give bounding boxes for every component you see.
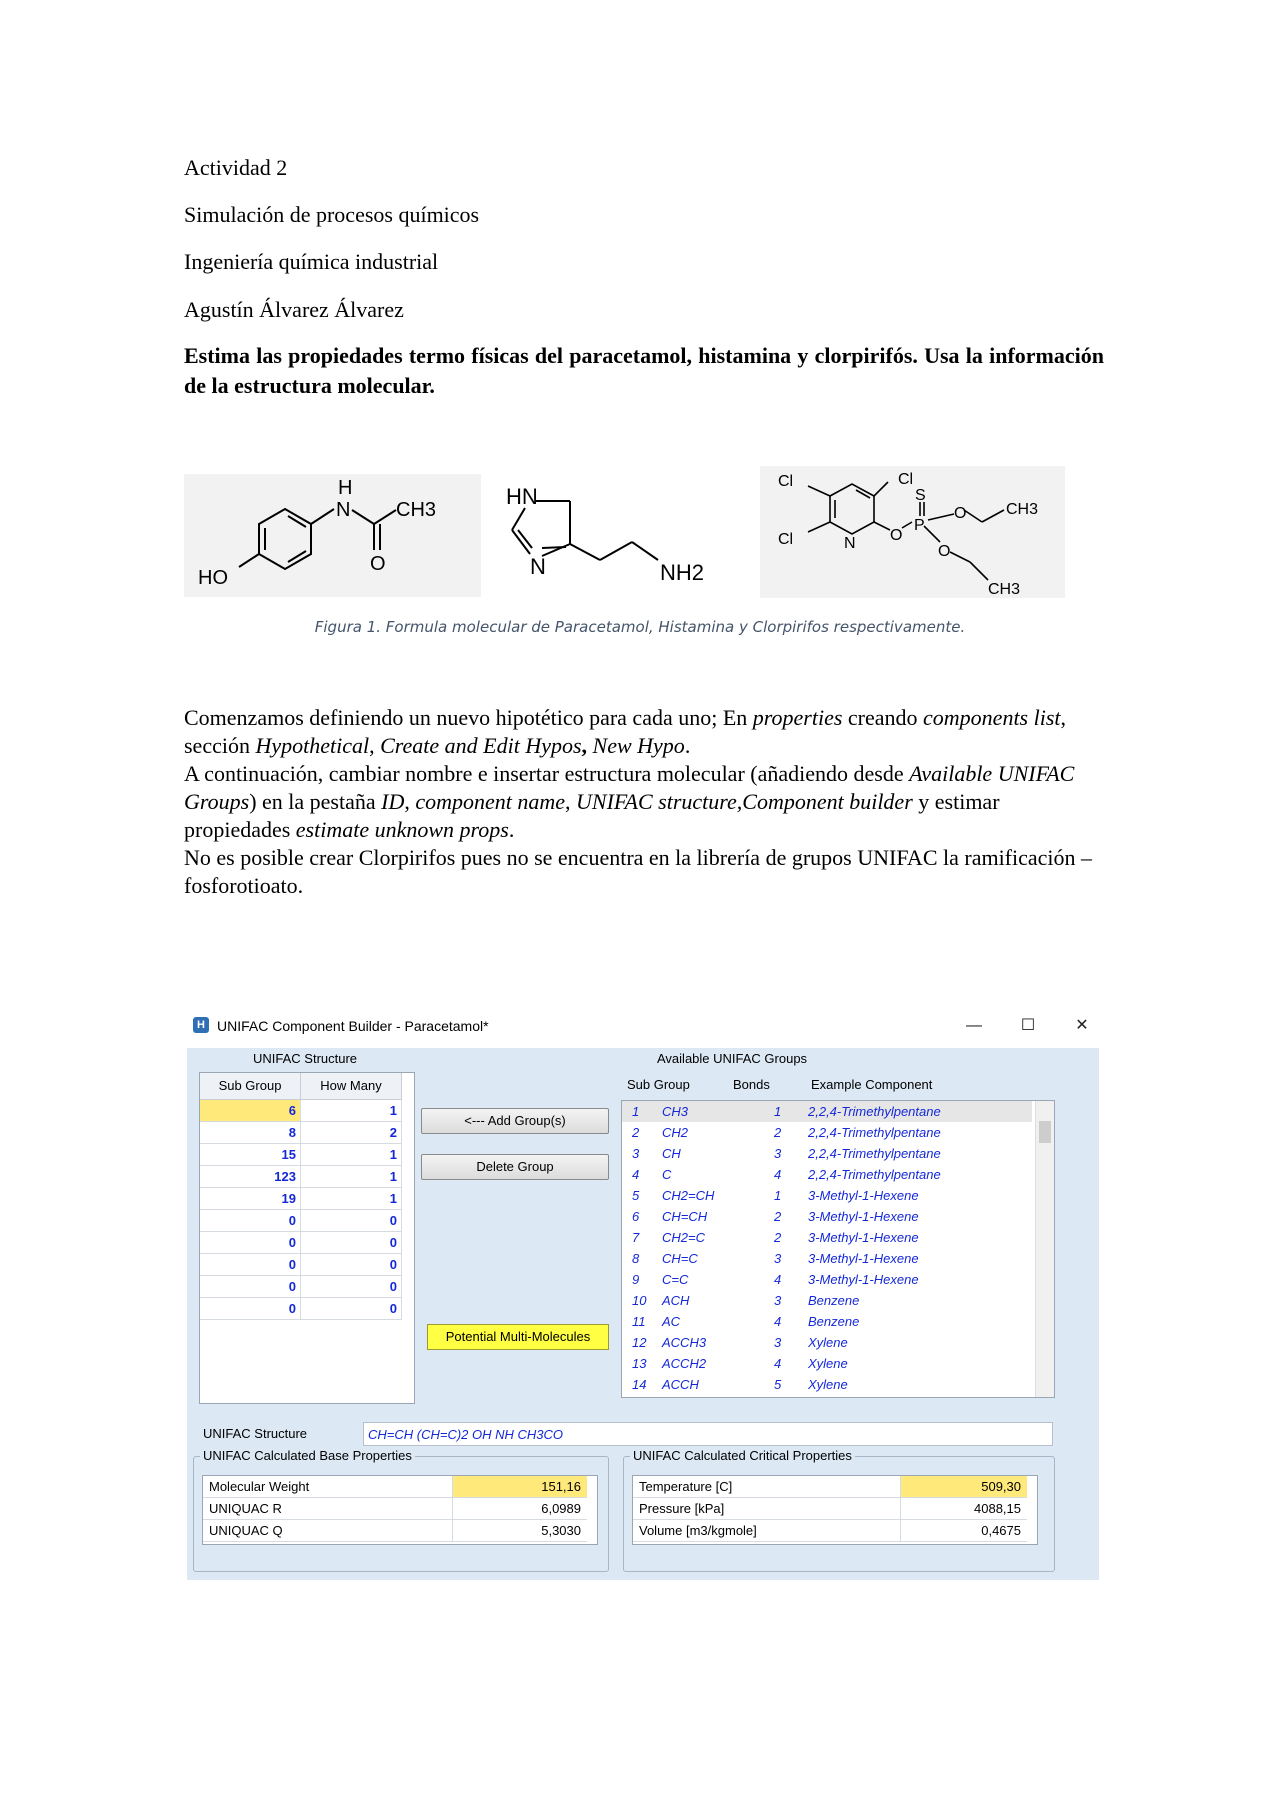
group-example: 3-Methyl-1-Hexene <box>808 1230 919 1245</box>
base-properties-table <box>202 1475 598 1545</box>
group-name: CH=C <box>662 1251 698 1266</box>
group-id: 7 <box>632 1230 640 1245</box>
group-bonds: 3 <box>774 1335 782 1350</box>
property-name: UNIQUAC R <box>203 1498 453 1520</box>
atom-label: N <box>530 554 546 579</box>
group-example: Benzene <box>808 1314 860 1329</box>
available-groups-list[interactable] <box>621 1100 1055 1398</box>
sub-group-cell[interactable]: 0 <box>200 1298 301 1320</box>
group-example: Benzene <box>808 1293 860 1308</box>
sub-group-row[interactable] <box>200 1188 412 1210</box>
paragraph-3: No es posible crear Clorpirifos pues no se encuentra en la librería de grupos UNIFAC la ramificación –fosforotioato. <box>184 845 1093 898</box>
course-name: Simulación de procesos químicos <box>184 202 480 227</box>
sub-group-cell[interactable]: 0 <box>200 1210 301 1232</box>
group-bonds: 2 <box>774 1209 782 1224</box>
atom-label: HN <box>506 484 538 509</box>
group-name: CH3 <box>662 1104 689 1119</box>
atom-label: CH3 <box>988 581 1021 598</box>
atom-label: S <box>915 487 926 504</box>
activity-title: Actividad 2 <box>184 155 288 180</box>
group-id: 1 <box>632 1104 640 1119</box>
property-value: 509,30 <box>901 1476 1027 1498</box>
base-properties-title: UNIFAC Calculated Base Properties <box>200 1448 415 1463</box>
sub-group-row[interactable] <box>200 1276 412 1298</box>
group-id: 11 <box>632 1314 646 1329</box>
available-group-row[interactable] <box>622 1374 1032 1395</box>
available-group-row[interactable] <box>622 1269 1032 1290</box>
group-name: ACH <box>662 1293 690 1308</box>
how-many-cell[interactable]: 0 <box>301 1276 402 1298</box>
group-example: 3-Methyl-1-Hexene <box>808 1209 919 1224</box>
sub-group-grid[interactable] <box>199 1072 415 1404</box>
atom-label: O <box>938 543 951 560</box>
property-name: Temperature [C] <box>633 1476 901 1498</box>
app-icon: H <box>193 1017 209 1033</box>
group-name: CH=CH <box>662 1209 708 1224</box>
how-many-cell[interactable]: 0 <box>301 1232 402 1254</box>
sub-group-row[interactable] <box>200 1254 412 1276</box>
group-bonds: 4 <box>774 1314 782 1329</box>
available-group-row[interactable] <box>622 1332 1032 1353</box>
property-value: 4088,15 <box>901 1498 1027 1520</box>
group-bonds: 2 <box>774 1230 782 1245</box>
group-bonds: 4 <box>774 1356 782 1371</box>
property-value: 151,16 <box>453 1476 587 1498</box>
how-many-cell[interactable]: 0 <box>301 1254 402 1276</box>
property-row <box>203 1520 587 1542</box>
title-bar <box>187 1010 1099 1044</box>
program-name: Ingeniería química industrial <box>184 249 439 274</box>
paragraph-1: Comenzamos definiendo un nuevo hipotético para cada uno; En properties creando components list, sección Hypothetical, Create and Edit Hypos, New Hypo. <box>184 705 1067 758</box>
group-name: C=C <box>662 1272 689 1287</box>
group-id: 6 <box>632 1209 640 1224</box>
available-group-row[interactable] <box>622 1248 1032 1269</box>
structure-field-label: UNIFAC Structure <box>203 1426 308 1441</box>
minimize-button[interactable]: — <box>966 1017 982 1034</box>
group-name: AC <box>662 1314 681 1329</box>
group-bonds: 5 <box>774 1377 782 1392</box>
sub-group-row[interactable] <box>200 1166 412 1188</box>
property-row <box>633 1520 1027 1542</box>
group-name: ACCH2 <box>662 1356 707 1371</box>
critical-properties-table <box>632 1475 1038 1545</box>
atom-label: CH3 <box>396 499 437 521</box>
group-id: 2 <box>632 1125 640 1140</box>
critical-properties-group <box>623 1448 1055 1572</box>
group-name: CH2 <box>662 1125 689 1140</box>
group-example: Xylene <box>808 1377 848 1392</box>
sub-group-row[interactable] <box>200 1100 412 1122</box>
sub-group-row[interactable] <box>200 1298 412 1320</box>
unifac-window <box>187 1010 1099 1580</box>
close-button[interactable]: ✕ <box>1075 1017 1089 1034</box>
atom-label: CH3 <box>1006 501 1039 518</box>
author-name: Agustín Álvarez Álvarez <box>184 297 404 322</box>
available-group-row[interactable] <box>622 1311 1032 1332</box>
potential-multi-molecules-button[interactable]: Potential Multi-Molecules <box>427 1324 609 1350</box>
window-title: UNIFAC Component Builder - Paracetamol* <box>217 1018 489 1034</box>
unifac-structure-label: UNIFAC Structure <box>253 1051 358 1066</box>
atom-label: P <box>914 517 925 534</box>
property-row <box>633 1498 1027 1520</box>
chlorpyrifos-structure <box>760 466 1065 598</box>
property-value: 0,4675 <box>901 1520 1027 1542</box>
group-name: CH2=C <box>662 1230 705 1245</box>
avail-example-header[interactable]: Example Component <box>811 1077 933 1092</box>
assignment-question: Estima las propiedades termo físicas del paracetamol, histamina y clorpirifós. Usa la información de la estructura molecular. <box>184 343 1104 398</box>
group-name: CH <box>662 1146 681 1161</box>
group-id: 9 <box>632 1272 640 1287</box>
sub-group-cell[interactable]: 0 <box>200 1232 301 1254</box>
window-client <box>187 1048 1099 1580</box>
sub-group-cell[interactable]: 19 <box>200 1188 301 1210</box>
available-group-row[interactable] <box>622 1122 1032 1143</box>
property-row <box>203 1476 587 1498</box>
available-group-row[interactable] <box>622 1101 1032 1122</box>
base-properties-group <box>193 1448 609 1572</box>
maximize-button[interactable]: ☐ <box>1020 1017 1036 1034</box>
atom-label: Cl <box>898 471 914 488</box>
group-id: 5 <box>632 1188 640 1203</box>
group-id: 3 <box>632 1146 640 1161</box>
atom-label: HO <box>198 567 228 589</box>
group-name: ACCH3 <box>662 1335 707 1350</box>
atom-label: N <box>844 535 856 552</box>
available-groups-label: Available UNIFAC Groups <box>657 1051 808 1066</box>
atom-label: O <box>370 553 386 575</box>
group-id: 13 <box>632 1356 647 1371</box>
group-example: Xylene <box>808 1335 848 1350</box>
sub-group-row[interactable] <box>200 1232 412 1254</box>
paracetamol-structure <box>184 474 481 597</box>
property-row <box>203 1498 587 1520</box>
group-bonds: 3 <box>774 1293 782 1308</box>
group-bonds: 3 <box>774 1251 782 1266</box>
how-many-cell[interactable]: 1 <box>301 1144 402 1166</box>
vertical-scrollbar[interactable] <box>1035 1101 1054 1397</box>
group-bonds: 3 <box>774 1146 782 1161</box>
scroll-thumb[interactable] <box>1039 1121 1051 1143</box>
property-row <box>633 1476 1027 1498</box>
group-name: CH2=CH <box>662 1188 715 1203</box>
property-name: UNIQUAC Q <box>203 1520 453 1542</box>
avail-subgroup-header[interactable]: Sub Group <box>627 1077 690 1092</box>
available-group-row[interactable] <box>622 1290 1032 1311</box>
atom-label: Cl <box>778 531 794 548</box>
group-name: C <box>662 1167 672 1182</box>
group-name: ACCH <box>662 1377 699 1392</box>
group-bonds: 2 <box>774 1125 782 1140</box>
group-example: 3-Methyl-1-Hexene <box>808 1188 919 1203</box>
sub-group-cell[interactable]: 8 <box>200 1122 301 1144</box>
group-bonds: 4 <box>774 1272 782 1287</box>
available-group-row[interactable] <box>622 1185 1032 1206</box>
group-example: 2,2,4-Trimethylpentane <box>808 1104 941 1119</box>
group-id: 4 <box>632 1167 640 1182</box>
available-group-row[interactable] <box>622 1353 1032 1374</box>
how-many-cell[interactable]: 0 <box>301 1298 402 1320</box>
sub-group-cell[interactable]: 0 <box>200 1276 301 1298</box>
group-example: 2,2,4-Trimethylpentane <box>808 1167 941 1182</box>
sub-group-cell[interactable]: 123 <box>200 1166 301 1188</box>
group-id: 14 <box>632 1377 647 1392</box>
group-bonds: 4 <box>774 1167 782 1182</box>
atom-label: H <box>338 477 353 499</box>
unifac-structure-field[interactable]: CH=CH (CH=C)2 OH NH CH3CO <box>363 1422 1053 1446</box>
how-many-cell[interactable]: 1 <box>301 1188 402 1210</box>
property-name: Pressure [kPa] <box>633 1498 901 1520</box>
atom-label: NH2 <box>660 560 705 585</box>
how-many-cell[interactable]: 0 <box>301 1210 402 1232</box>
group-example: 3-Methyl-1-Hexene <box>808 1251 919 1266</box>
available-group-row[interactable] <box>622 1206 1032 1227</box>
sub-group-header[interactable]: Sub Group <box>200 1073 301 1100</box>
avail-bonds-header[interactable]: Bonds <box>733 1077 770 1092</box>
available-group-row[interactable] <box>622 1143 1032 1164</box>
how-many-header[interactable]: How Many <box>301 1073 402 1100</box>
critical-properties-title: UNIFAC Calculated Critical Properties <box>630 1448 855 1463</box>
available-group-row[interactable] <box>622 1227 1032 1248</box>
group-example: 3-Methyl-1-Hexene <box>808 1272 919 1287</box>
add-group-button[interactable]: <--- Add Group(s) <box>421 1108 609 1134</box>
atom-label: Cl <box>778 473 794 490</box>
group-id: 8 <box>632 1251 640 1266</box>
property-value: 6,0989 <box>453 1498 587 1520</box>
sub-group-cell[interactable]: 0 <box>200 1254 301 1276</box>
atom-label: O <box>954 505 967 522</box>
group-example: 2,2,4-Trimethylpentane <box>808 1146 941 1161</box>
property-name: Volume [m3/kgmole] <box>633 1520 901 1542</box>
property-value: 5,3030 <box>453 1520 587 1542</box>
atom-label: N <box>336 499 351 521</box>
property-name: Molecular Weight <box>203 1476 453 1498</box>
how-many-cell[interactable]: 2 <box>301 1122 402 1144</box>
histamine-structure <box>500 474 745 597</box>
how-many-cell[interactable]: 1 <box>301 1100 402 1122</box>
paragraph-2: A continuación, cambiar nombre e insertar estructura molecular (añadiendo desde Available UNIFAC Groups) en la pestaña ID, component name, UNIFAC structure,Component builder y estimar propiedades estimate unknown props. <box>184 761 1075 842</box>
sub-group-cell[interactable]: 15 <box>200 1144 301 1166</box>
sub-group-row[interactable] <box>200 1210 412 1232</box>
sub-group-row[interactable] <box>200 1122 412 1144</box>
group-bonds: 1 <box>774 1104 782 1119</box>
group-example: Xylene <box>808 1356 848 1371</box>
atom-label: O <box>890 527 903 544</box>
group-id: 10 <box>632 1293 647 1308</box>
sub-group-cell[interactable]: 6 <box>200 1100 301 1122</box>
figure-caption: Figura 1. Formula molecular de Paracetamol, Histamina y Clorpirifos respectivamente. <box>314 618 966 636</box>
delete-group-button[interactable]: Delete Group <box>421 1154 609 1180</box>
group-id: 12 <box>632 1335 647 1350</box>
available-group-row[interactable] <box>622 1164 1032 1185</box>
how-many-cell[interactable]: 1 <box>301 1166 402 1188</box>
group-example: 2,2,4-Trimethylpentane <box>808 1125 941 1140</box>
group-bonds: 1 <box>774 1188 782 1203</box>
sub-group-row[interactable] <box>200 1144 412 1166</box>
